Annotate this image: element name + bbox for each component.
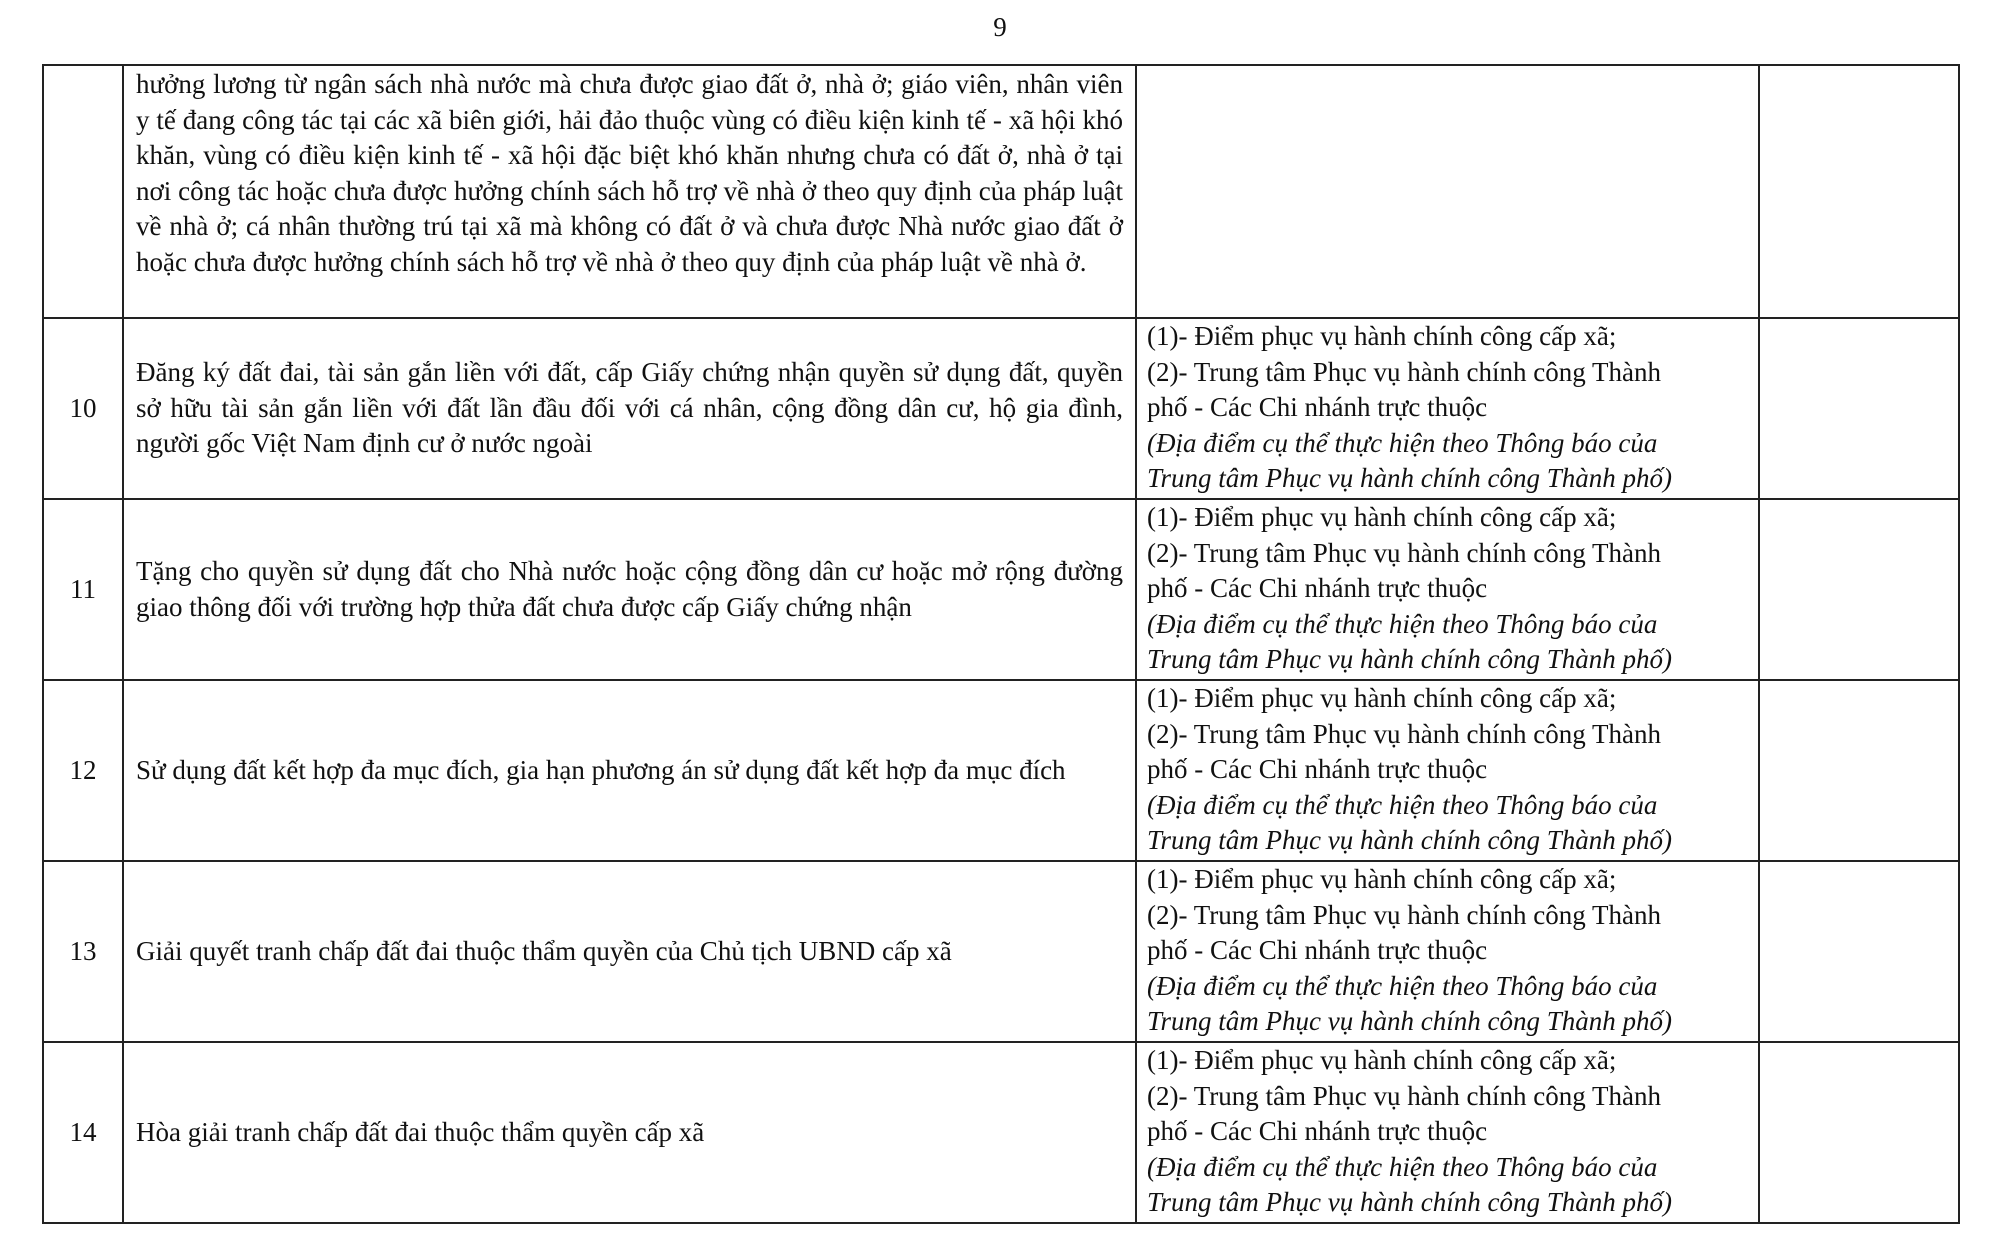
place-note: (Địa điểm cụ thể thực hiện theo Thông báo của — [1147, 608, 1658, 639]
place-line: phố - Các Chi nhánh trực thuộc — [1147, 573, 1488, 603]
procedure-place — [1136, 65, 1759, 318]
place-line: phố - Các Chi nhánh trực thuộc — [1147, 935, 1488, 965]
table-row — [43, 318, 1959, 499]
place-note: Trung tâm Phục vụ hành chính công Thành phố) — [1147, 1006, 1672, 1036]
procedure-place — [1136, 499, 1759, 680]
extra-cell — [1759, 318, 1959, 499]
place-line: (2)- Trung tâm Phục vụ hành chính công Thành — [1147, 1080, 1661, 1111]
place-line: (2)- Trung tâm Phục vụ hành chính công Thành — [1147, 537, 1661, 568]
table-row — [43, 65, 1959, 318]
procedure-name: Tặng cho quyền sử dụng đất cho Nhà nước hoặc cộng đồng dân cư hoặc mở rộng đường giao thông đối với trường hợp thửa đất chưa được cấp Giấy chứng nhận — [123, 499, 1136, 680]
place-note: Trung tâm Phục vụ hành chính công Thành phố) — [1147, 825, 1672, 855]
table-row — [43, 499, 1959, 680]
table-row — [43, 861, 1959, 1042]
extra-cell — [1759, 65, 1959, 318]
place-note: Trung tâm Phục vụ hành chính công Thành phố) — [1147, 463, 1672, 493]
procedures-table — [42, 64, 1960, 1224]
procedure-name: Đăng ký đất đai, tài sản gắn liền với đất, cấp Giấy chứng nhận quyền sử dụng đất, quyền sở hữu tài sản gắn liền với đất lần đầu đối với cá nhân, cộng đồng dân cư, hộ gia đình, người gốc Việt Nam định cư ở nước ngoài — [123, 318, 1136, 499]
row-number: 13 — [43, 861, 123, 1042]
page-number: 9 — [993, 12, 1007, 42]
place-note: (Địa điểm cụ thể thực hiện theo Thông báo của — [1147, 789, 1658, 820]
extra-cell — [1759, 1042, 1959, 1223]
place-note: Trung tâm Phục vụ hành chính công Thành phố) — [1147, 1187, 1672, 1217]
place-line: phố - Các Chi nhánh trực thuộc — [1147, 1116, 1488, 1146]
procedure-place — [1136, 861, 1759, 1042]
place-line: (2)- Trung tâm Phục vụ hành chính công Thành — [1147, 899, 1661, 930]
procedure-name: Giải quyết tranh chấp đất đai thuộc thẩm quyền của Chủ tịch UBND cấp xã — [123, 861, 1136, 1042]
table-row — [43, 1042, 1959, 1223]
procedure-name: Sử dụng đất kết hợp đa mục đích, gia hạn phương án sử dụng đất kết hợp đa mục đích — [123, 680, 1136, 861]
extra-cell — [1759, 680, 1959, 861]
place-line: phố - Các Chi nhánh trực thuộc — [1147, 754, 1488, 784]
place-line: (1)- Điểm phục vụ hành chính công cấp xã; — [1147, 1045, 1617, 1075]
place-note: (Địa điểm cụ thể thực hiện theo Thông báo của — [1147, 970, 1658, 1001]
procedure-place — [1136, 318, 1759, 499]
extra-cell — [1759, 499, 1959, 680]
row-number — [43, 65, 123, 318]
place-line: (1)- Điểm phục vụ hành chính công cấp xã; — [1147, 502, 1617, 532]
procedure-name: Hòa giải tranh chấp đất đai thuộc thẩm quyền cấp xã — [123, 1042, 1136, 1223]
row-number: 14 — [43, 1042, 123, 1223]
table-row — [43, 680, 1959, 861]
row-number: 12 — [43, 680, 123, 861]
place-note: (Địa điểm cụ thể thực hiện theo Thông báo của — [1147, 427, 1658, 458]
procedure-place — [1136, 1042, 1759, 1223]
row-number: 11 — [43, 499, 123, 680]
place-line: phố - Các Chi nhánh trực thuộc — [1147, 392, 1488, 422]
procedure-name: hưởng lương từ ngân sách nhà nước mà chưa được giao đất ở, nhà ở; giáo viên, nhân viên y tế đang công tác tại các xã biên giới, hải đảo thuộc vùng có điều kiện kinh tế - xã hội khó khăn, vùng có điều kiện kinh tế - xã hội đặc biệt khó khăn nhưng chưa có đất ở, nhà ở tại nơi công tác hoặc chưa được hưởng chính sách hỗ trợ về nhà ở theo quy định của pháp luật về nhà ở; cá nhân thường trú tại xã mà không có đất ở và chưa được Nhà nước giao đất ở hoặc chưa được hưởng chính sách hỗ trợ về nhà ở theo quy định của pháp luật về nhà ở. — [123, 65, 1136, 318]
extra-cell — [1759, 861, 1959, 1042]
place-line: (1)- Điểm phục vụ hành chính công cấp xã; — [1147, 864, 1617, 894]
place-line: (1)- Điểm phục vụ hành chính công cấp xã; — [1147, 321, 1617, 351]
place-note: Trung tâm Phục vụ hành chính công Thành phố) — [1147, 644, 1672, 674]
procedure-place — [1136, 680, 1759, 861]
row-number: 10 — [43, 318, 123, 499]
place-line: (2)- Trung tâm Phục vụ hành chính công Thành — [1147, 718, 1661, 749]
place-note: (Địa điểm cụ thể thực hiện theo Thông báo của — [1147, 1151, 1658, 1182]
place-line: (2)- Trung tâm Phục vụ hành chính công Thành — [1147, 356, 1661, 387]
place-line: (1)- Điểm phục vụ hành chính công cấp xã; — [1147, 683, 1617, 713]
